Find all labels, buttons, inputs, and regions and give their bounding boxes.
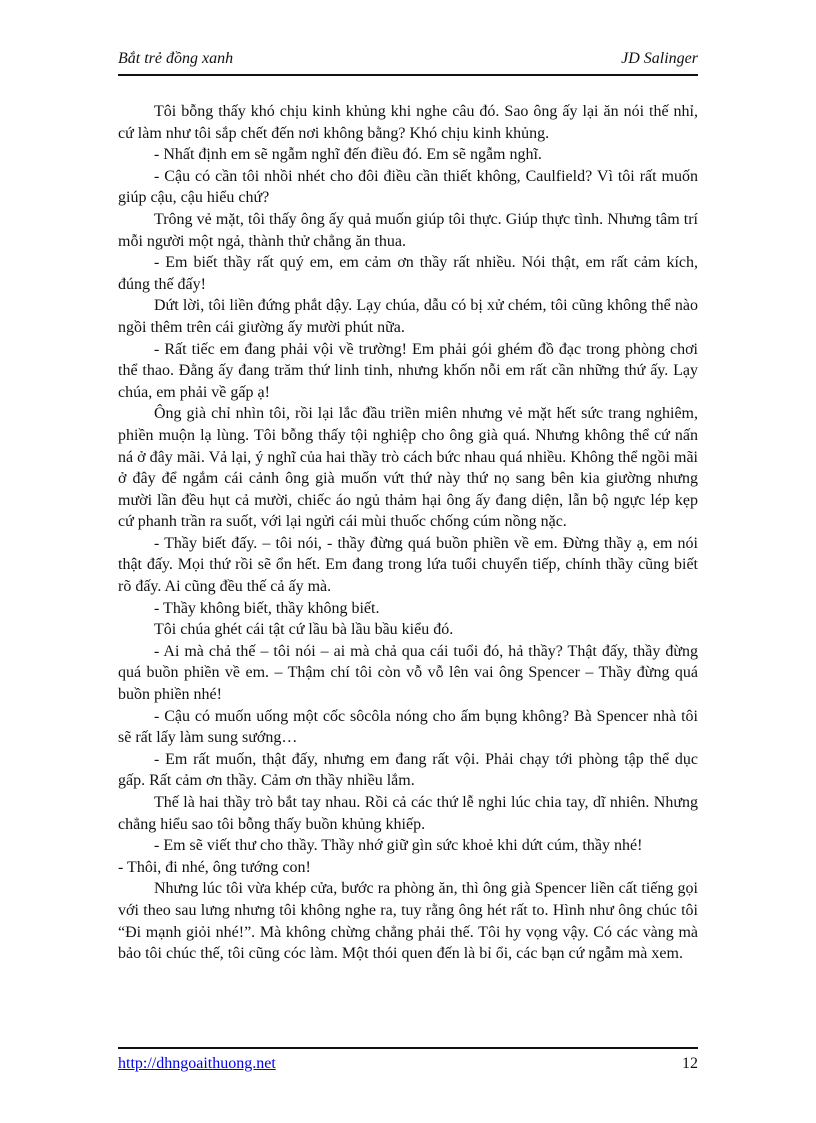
paragraph: Thế là hai thầy trò bắt tay nhau. Rồi cả các thứ lễ nghi lúc chia tay, dĩ nhiên. Nhưng chẳng hiểu sao tôi bỗng thấy buồn khủng khiếp.	[118, 794, 698, 833]
paragraph: - Thầy không biết, thầy không biết.	[154, 599, 380, 617]
paragraph: Tôi bỗng thấy khó chịu kinh khủng khi nghe câu đó. Sao ông ấy lại ăn nói thế nhỉ, cứ làm như tôi sắp chết đến nơi không bằng? Khó chịu kinh khủng.	[118, 103, 698, 142]
book-title: Bắt trẻ đồng xanh	[118, 50, 234, 67]
page-header	[118, 50, 698, 76]
paragraph: - Em rất muốn, thật đấy, nhưng em đang rất vội. Phải chạy tới phòng tập thể dục gấp. Rất cảm ơn thầy. Cảm ơn thầy nhiều lắm.	[118, 750, 698, 790]
paragraph: Tôi chúa ghét cái tật cứ lầu bà lầu bầu kiểu đó.	[154, 621, 454, 639]
paragraph: - Nhất định em sẽ ngẫm nghĩ đến điều đó. Em sẽ ngẫm nghĩ.	[154, 146, 542, 164]
paragraph: - Em sẽ viết thư cho thầy. Thầy nhớ giữ gìn sức khoẻ khi dứt cúm, thầy nhé!	[154, 837, 643, 855]
paragraph: Trông vẻ mặt, tôi thấy ông ấy quả muốn giúp tôi thực. Giúp thực tình. Nhưng tâm trí mỗi người một ngả, thành thử chẳng ăn thua.	[118, 210, 698, 250]
book-author: JD Salinger	[621, 50, 698, 67]
page-number: 12	[682, 1055, 698, 1072]
paragraph: - Rất tiếc em đang phải vội về trường! Em phải gói ghém đồ đạc trong phòng chơi thể thao. Đằng ấy đang trăm thứ linh tinh, nhưng khốn nỗi em rất cần những thứ ấy. Lạy chúa, em phải về gấp ạ!	[118, 340, 698, 401]
page-body	[118, 101, 698, 965]
paragraph: Dứt lời, tôi liền đứng phắt dậy. Lạy chúa, dẫu có bị xử chém, tôi cũng không thể nào ngồi thêm trên cái giường ấy mười phút nữa.	[118, 297, 698, 336]
paragraph: - Thầy biết đấy. – tôi nói, - thầy đừng quá buồn phiền về em. Đừng thầy ạ, em nói thật đấy. Mọi thứ rồi sẽ ổn hết. Em đang trong lứa tuổi chuyển tiếp, chính thầy cũng biết rõ đấy. Ai cũng đều thế cả ấy mà.	[118, 534, 698, 596]
paragraph: - Cậu có muốn uống một cốc sôcôla nóng cho ấm bụng không? Bà Spencer nhà tôi sẽ rất lấy làm sung sướng…	[118, 707, 698, 747]
page-footer	[118, 1047, 698, 1073]
paragraph: - Thôi, đi nhé, ông tướng con!	[118, 858, 311, 876]
paragraph: - Em biết thầy rất quý em, em cảm ơn thầy rất nhiều. Nói thật, em rất cảm kích, đúng thế đấy!	[118, 254, 698, 293]
website-link[interactable]: http://dhngoaithuong.net	[118, 1055, 276, 1072]
paragraph: - Ai mà chả thế – tôi nói – ai mà chả qua cái tuổi đó, hả thầy? Thật đấy, thầy đừng quá buồn phiền về em. – Thậm chí tôi còn vỗ vỗ lên vai ông Spencer – Thầy đừng quá buồn phiền nhé!	[118, 642, 698, 704]
paragraph: - Cậu có cần tôi nhồi nhét cho đôi điều cần thiết không, Caulfield? Vì tôi rất muốn giúp cậu, cậu hiểu chứ?	[118, 167, 698, 207]
paragraph: Nhưng lúc tôi vừa khép cửa, bước ra phòng ăn, thì ông già Spencer liền cất tiếng gọi với theo sau lưng nhưng tôi không nghe ra, tuy rằng ông hét rất to. Hình như ông chúc tôi “Đi mạnh giỏi nhé!”. Mà không chừng chẳng phải thế. Tôi hy vọng vậy. Có các vàng mà bảo tôi chúc thế, tôi cũng cóc làm. Một thói quen đến là bỉ ổi, các bạn cứ ngẫm mà xem.	[118, 880, 698, 963]
paragraph: Ông già chỉ nhìn tôi, rồi lại lắc đầu triền miên nhưng vẻ mặt hết sức trang nghiêm, phiền muộn lạ lùng. Tôi bỗng thấy tội nghiệp cho ông già quá. Nhưng không thể cứ nấn ná ở đây mãi. Vả lại, ý nghĩ của hai thầy trò cách bức nhau quá nhiều. Không thể ngồi mãi ở đây để ngắm cái cảnh ông già muốn vứt thứ này thứ nọ sang bên kia giường nhưng mười lần đều hụt cả mười, chiếc áo ngủ thảm hại ông ấy đang diện, lẫn bộ ngực lép kẹp cứ phanh trần ra suốt, với lại ngửi cái mùi thuốc chống cúm nồng nặc.	[118, 405, 698, 531]
